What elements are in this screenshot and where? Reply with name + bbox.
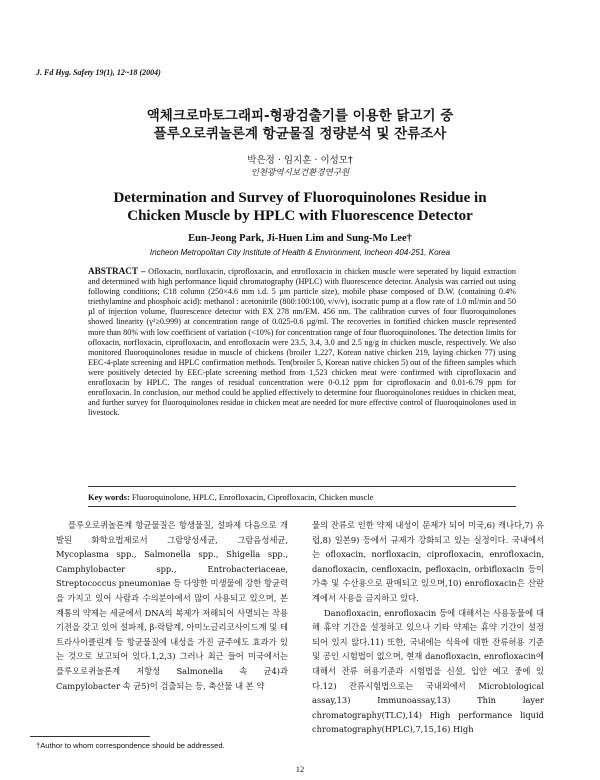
abstract [88,266,516,418]
journal-citation: J. Fd Hyg. Safety 19(1), 12~18 (2004) [36,68,161,77]
keywords-divider [88,506,516,507]
abstract-divider [88,486,516,487]
page-number: 12 [295,764,305,774]
korean-affiliation: 인천광역시보건환경연구원 [250,168,350,178]
body-right-column [312,518,544,737]
abstract-text: Ofloxacin, norfloxacin, ciprofloxacin, and enrofloxacin in chicken muscle were seperated by liquid extraction and determined with high performance liquid chromatography (HPLC) with fluorescence detector. Analysis was carried out using following conditions; C18 column (250×4.6 mm i.d. 5 µm particle size), mobile phase composed of D.W. (containing 0.4% triethylamine and phosphoic acid): methanol : acetonitrile (800:100:100, v/v/v), isocratic pump at a flow rate of 1.0 ml/min and 50 µl of injection volume, fluorescence detector with EX 278 nm/EM. 456 nm. The calibration curves of four fluoroquinolones showed linearity (γ²≥0.999) at concentration range of 0.025-0.6 µg/ml. The recoveries in fortified chicken muscle represented more than 80% with low coefficient of variation (<10%) for concentration range of four fluoroquinolones. The detection limits for ofloxacin, norfloxacin, ciprofloxacin, and enrofloxacin were 23.5, 3.4, 3.0 and 2.5 ng/g in chicken muscle, respectively. We also monitored fluoroquinolones residue in muscle of chickens (broiler 1,227, Korean native chicken 219, laying chicken 77) using EEC-4-plate screening and HPLC confirmation methods. Ten(broiler 5, Korean native chicken 5) out of the fifteen samples which were positively detected by EEC-plate screening method from 1,523 chicken meat were confirmed with ciprofloxacin and enrofloxacin by HPLC. The ranges of residual concentration were 0-0.12 ppm for ciprofloxacin and 0.01-6.79 ppm for enrofloxacin. In conclusion, our method could be applied effectively to determine four fluoroquinolones residues in chicken meat, and further survey for fluoroquinolones residue in chicken meat are needed for more effective control of fluoroquinolones used in livestock. [88,267,516,418]
keywords [88,492,516,502]
footnote-divider [30,736,150,737]
korean-title-line2: 플루오로퀴놀론계 항균물질 정량분석 및 잔류조사 [153,126,447,142]
body-paragraph: 물의 잔류로 인한 약제 내성이 문제가 되어 미국,6) 캐나다,7) 유럽,8) 일본9) 등에서 규제가 강화되고 있는 실정이다. 국내에서는 ofloxacin, norfloxacin, ciprofloxacin, enrofloxacin, danofloxacin, cenfloxacin, pefloxacin, orbifloxacin 등이 가축 및 수산용으로 판매되고 있으며,10) enrofloxacin은 산란계에서 사용을 금지하고 있다. [312,520,544,603]
korean-authors: 박은정 · 임지훈 · 이성모† [247,155,353,166]
english-authors: Eun-Jeong Park, Ji-Huen Lim and Sung-Mo Lee† [188,233,412,244]
abstract-heading: ABSTRACT – [88,266,146,276]
korean-title-line1: 액체크로마토그래피-형광검출기를 이용한 닭고기 중 [146,108,454,124]
english-title-line1: Determination and Survey of Fluoroquinolones Residue in [113,190,487,206]
english-title-line2: Chicken Muscle by HPLC with Fluorescence Detector [127,208,473,224]
keywords-text: Fluoroquinolone, HPLC, Enrofloxacin, Ciprofloxacin, Chicken muscle [131,492,374,502]
body-left-column: 플루오로퀴놀론계 항균물질은 항생물질, 설파제 다음으로 개발된 화학요법제로서 그람양성세균, 그람음성세균, Mycoplasma spp., Salmonella spp., Shigella spp., Camphylobacter spp., Entrobacteriaceae, Streptococcus pneumoniae 등 다양한 미생물에 강한 항균력을 가지고 있어 사람과 수의분야에서 많이 사용되고 있으며, 본 계통의 약제는 세균에서 DNA의 복제가 저해되어 사멸되는 작용기전을 갖고 있어 설파제, β-락탐계, 아미노글리코사이드계 및 테트라사이클린계 등 항균물질에 내성을 가진 균주에도 효과가 있는 것으로 보고되어 있다.1,2,3) 그러나 최근 들어 미국에서는 플루오로퀴놀론계 저항성 Salmonella 속 균4)과 Campylobacter 속 균5)이 검출되는 등, 축산물 내 본 약 [56,520,288,691]
body-paragraph: Danofloxacin, enrofloxacin 등에 대해서는 사용동물에 대해 휴약 기간을 설정하고 있으나 기타 약제는 휴약 기간이 설정되어 있지 않다.11) 또한, 국내에는 식육에 대한 잔류허용 기준 및 공인 시험법이 없으며, 현재 danofloxacin, enrofloxacin에 대해서 잔류 허용기준과 시험법을 신설, 입안 예고 중에 있다.12) 잔류시험법으로는 국내외에서 Microbiological assay,13) Immunoassay,13) Thin layer chromatography(TLC),14) High performance liquid chromatography(HPLC),7,15,16) High [312,607,544,735]
english-affiliation: Incheon Metropolitan City Institute of Health & Environment, Incheon 404-251, Korea [149,248,451,257]
keywords-label: Key words: [88,492,130,502]
footnote: †Author to whom correspondence should be addressed. [36,741,225,750]
